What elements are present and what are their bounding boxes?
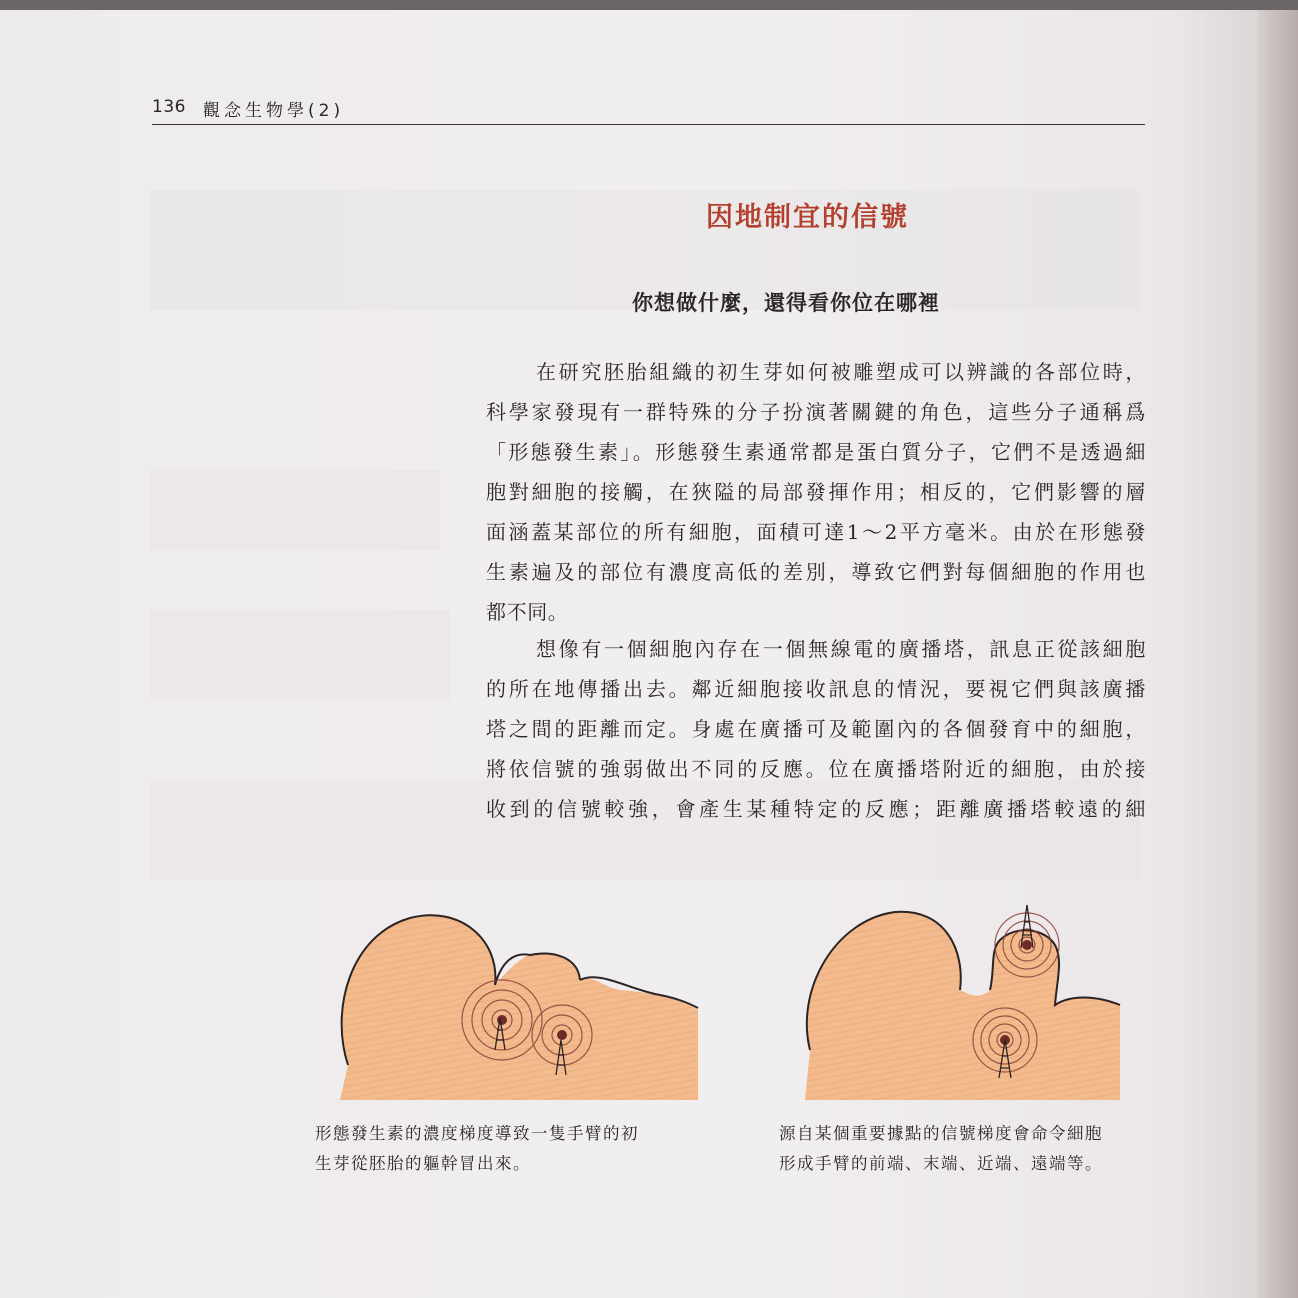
paragraph-line: 科學家發現有一群特殊的分子扮演著關鍵的角色，這些分子通稱爲 — [486, 400, 1146, 424]
caption-line: 形成手臂的前端、末端、近端、遠端等。 — [779, 1154, 1103, 1173]
paragraph-line: 收到的信號較強，會產生某種特定的反應；距離廣播塔較遠的細 — [486, 797, 1146, 821]
paragraph-line: 都不同。 — [486, 600, 569, 624]
paragraph-line: 生素遍及的部位有濃度高低的差別，導致它們對每個細胞的作用也 — [486, 560, 1146, 584]
paragraph-line: 面涵蓋某部位的所有細胞，面積可達1～2平方毫米。由於在形態發 — [486, 520, 1146, 544]
paragraph-line: 在研究胚胎組織的初生芽如何被雕塑成可以辨識的各部位時， — [536, 360, 1146, 384]
figure-caption-right — [779, 1119, 1103, 1179]
paragraph-line: 想像有一個細胞內存在一個無線電的廣播塔，訊息正從該細胞 — [536, 637, 1146, 661]
section-subtitle: 你想做什麼，還得看你位在哪裡 — [632, 291, 940, 315]
paragraph-line: 塔之間的距離而定。身處在廣播可及範圍內的各個發育中的細胞， — [486, 717, 1146, 741]
caption-line: 形態發生素的濃度梯度導致一隻手臂的初 — [315, 1124, 639, 1143]
bleed-through-block — [150, 470, 440, 550]
section-title: 因地制宜的信號 — [706, 202, 909, 233]
paragraph-line: 將依信號的強弱做出不同的反應。位在廣播塔附近的細胞，由於接 — [486, 757, 1146, 781]
caption-line: 源自某個重要據點的信號梯度會命令細胞 — [779, 1124, 1103, 1143]
figure-caption-left — [315, 1119, 639, 1179]
scan-top-edge — [0, 0, 1298, 10]
paragraph-line: 的所在地傳播出去。鄰近細胞接收訊息的情況，要視它們與該廣播 — [486, 677, 1146, 701]
bleed-through-block — [150, 610, 450, 700]
book-spine-shadow — [1258, 0, 1298, 1298]
page-number: 136 — [152, 97, 186, 117]
paragraph-1 — [486, 352, 1146, 632]
caption-line: 生芽從胚胎的軀幹冒出來。 — [315, 1154, 531, 1173]
paragraph-2 — [486, 629, 1146, 829]
header-rule — [152, 124, 1145, 125]
running-head: 觀念生物學(2) — [203, 101, 345, 121]
limb-bud-illustration-left — [330, 900, 700, 1100]
limb-bud-illustration-right — [795, 900, 1125, 1100]
paragraph-line: 「形態發生素」。形態發生素通常都是蛋白質分子，它們不是透過細 — [486, 440, 1146, 464]
paragraph-line: 胞對細胞的接觸，在狹隘的局部發揮作用；相反的，它們影響的層 — [486, 480, 1146, 504]
